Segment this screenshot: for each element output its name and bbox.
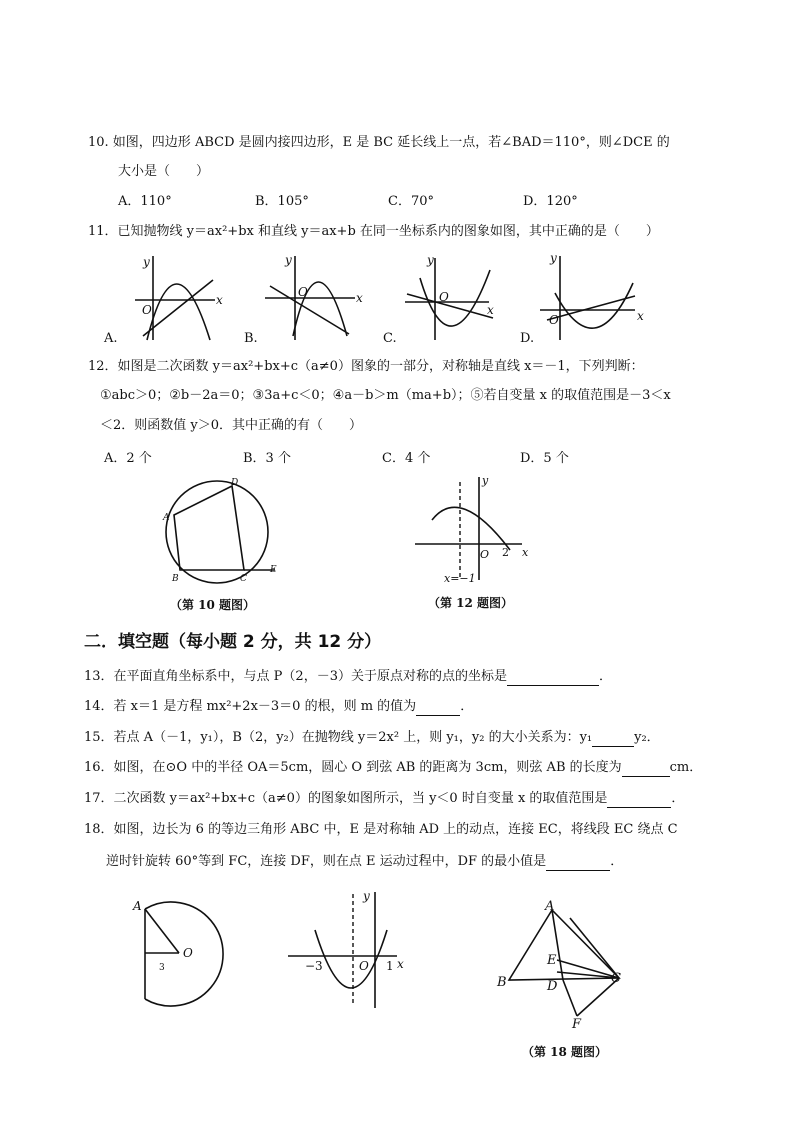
q17-answer-blank[interactable] <box>607 793 671 808</box>
q11-option-d: D. <box>520 331 535 346</box>
q12-stem-line2: ①abc＞0；②b－2a＝0；③3a+c＜0；④a－b＞m（ma+b）；⑤若自变量 x 的取值范围是－3＜x <box>100 388 671 403</box>
label-o: O <box>183 946 193 960</box>
q14-text <box>84 698 473 716</box>
q16-tail: cm． <box>669 760 703 775</box>
radius-oa <box>145 909 179 953</box>
q10-option-c: C．70° <box>388 194 434 209</box>
q13-stem: 13．在平面直角坐标系中，与点 P（2，－3）关于原点对称的点的坐标是 <box>84 669 507 684</box>
q12-stem-line1: 12．如图是二次函数 y＝ax²+bx+c（a≠0）图象的一部分，对称轴是直线 x＝－1，下列判断： <box>88 359 644 374</box>
q17-stem: 17．二次函数 y＝ax²+bx+c（a≠0）的图象如图所示，当 y＜0 时自变量 x 的取值范围是 <box>84 791 608 806</box>
y-label: y <box>482 474 489 487</box>
q11-graph-a <box>115 248 225 348</box>
q18-answer-blank[interactable] <box>546 856 610 871</box>
y-label: y <box>427 253 434 267</box>
origin-label: O <box>298 285 308 299</box>
label-d: D <box>547 979 558 994</box>
q12-stem-line3: ＜2．则函数值 y＞0．其中正确的有（ ） <box>100 418 363 433</box>
parabola <box>315 930 387 988</box>
tick-1-label: 1 <box>386 959 394 973</box>
y-label: y <box>550 251 557 265</box>
x-label: x <box>397 957 404 971</box>
label-3: 3 <box>159 963 165 973</box>
q16-text <box>84 759 702 777</box>
q11-graph-c <box>395 248 505 348</box>
q10-stem-line2: 大小是（ ） <box>118 164 210 179</box>
q13-answer-blank[interactable] <box>507 671 599 686</box>
x-label: x <box>522 546 529 559</box>
label-c: C <box>240 574 247 584</box>
label-a: A <box>545 899 555 914</box>
q10-option-a: A．110° <box>118 194 172 209</box>
q14-answer-blank[interactable] <box>416 701 460 716</box>
figure-12 <box>410 472 535 587</box>
q15-tail: y₂． <box>634 730 660 745</box>
parabola <box>555 283 633 328</box>
q13-text <box>84 668 612 686</box>
triangle-abc <box>509 910 619 980</box>
q14-stem: 14．若 x＝1 是方程 mx²+2x－3＝0 的根，则 m 的值为 <box>84 699 417 714</box>
label-a: A <box>133 899 142 913</box>
q18-stem-line1: 18．如图，边长为 6 的等边三角形 ABC 中，E 是对称轴 AD 上的动点，连接 EC，将线段 EC 绕点 C <box>84 822 678 837</box>
q13-tail: ． <box>598 669 612 684</box>
q11-graph-d <box>535 248 650 348</box>
origin-label: O <box>142 303 152 317</box>
q12-option-d: D．5 个 <box>520 451 569 466</box>
label-f: F <box>572 1017 582 1032</box>
q18-tail: ． <box>610 854 624 869</box>
label-b: B <box>172 574 179 584</box>
circle <box>166 481 268 583</box>
q11-option-b: B. <box>244 331 258 346</box>
y-label: y <box>285 253 292 267</box>
q12-option-b: B．3 个 <box>243 451 291 466</box>
q15-stem: 15．若点 A（－1，y₁），B（2，y₂）在抛物线 y＝2x² 上，则 y₁，y₂ 的大小关系为：y₁ <box>84 730 593 745</box>
section-2-heading: 二．填空题（每小题 2 分，共 12 分） <box>84 632 382 652</box>
q10-stem-line1: 10. 如图，四边形 ABCD 是圆内接四边形，E 是 BC 延长线上一点，若∠BAD＝110°，则∠DCE 的 <box>88 135 670 150</box>
q10-option-d: D．120° <box>523 194 578 209</box>
y-label: y <box>143 255 150 269</box>
parabola <box>147 284 210 340</box>
q15-text <box>84 729 660 747</box>
symmetry-axis-label: x=−1 <box>444 572 476 585</box>
q12-option-a: A．2 个 <box>104 451 152 466</box>
q16-answer-blank[interactable] <box>622 762 670 777</box>
figure-18-caption: （第 18 题图） <box>522 1045 608 1059</box>
q11-graph-b <box>255 248 365 348</box>
tick-neg3-label: −3 <box>305 959 323 973</box>
x-label: x <box>487 303 494 317</box>
q15-answer-blank[interactable] <box>592 732 634 747</box>
q11-option-c: C. <box>383 331 397 346</box>
q12-option-c: C．4 个 <box>382 451 431 466</box>
line <box>270 286 349 334</box>
figure-18 <box>495 898 635 1038</box>
origin-label: O <box>439 290 449 304</box>
x-label: x <box>216 293 223 307</box>
helper-line <box>570 918 619 978</box>
x-label: x <box>637 309 644 323</box>
q11-stem: 11．已知抛物线 y＝ax²+bx 和直线 y＝ax+b 在同一坐标系内的图象如图，其中正确的是（ ） <box>88 224 659 239</box>
figure-10 <box>160 475 300 595</box>
q18-text <box>106 853 623 871</box>
label-e: E <box>270 565 277 575</box>
x-label: x <box>356 291 363 305</box>
parabola <box>420 270 490 326</box>
q14-tail: ． <box>460 699 474 714</box>
q10-option-b: B．105° <box>255 194 309 209</box>
label-a: A <box>163 513 170 523</box>
origin-label: O <box>480 548 490 561</box>
segment-df <box>563 980 577 1016</box>
q11-option-a: A. <box>104 331 118 346</box>
figure-16 <box>123 895 243 1015</box>
figure-17 <box>283 888 413 1013</box>
label-b: B <box>497 975 507 990</box>
figure-12-caption: （第 12 题图） <box>428 596 514 610</box>
y-label: y <box>363 889 370 903</box>
tick-2-label: 2 <box>502 546 509 559</box>
label-c: C <box>611 971 621 986</box>
q17-text <box>84 790 684 808</box>
q18-stem-line2: 逆时针旋转 60°等到 FC，连接 DF，则在点 E 运动过程中，DF 的最小值是 <box>106 854 547 869</box>
line <box>407 294 493 318</box>
quadrilateral-abcd <box>174 486 244 570</box>
q17-tail: ． <box>671 791 685 806</box>
origin-label: O <box>359 959 369 973</box>
origin-label: O <box>549 313 559 327</box>
label-d: D <box>231 478 239 488</box>
q16-stem: 16．如图，在⊙O 中的半径 OA＝5cm，圆心 O 到弦 AB 的距离为 3cm，则弦 AB 的长度为 <box>84 760 622 775</box>
label-e: E <box>547 953 557 968</box>
figure-10-caption: （第 10 题图） <box>170 598 256 612</box>
